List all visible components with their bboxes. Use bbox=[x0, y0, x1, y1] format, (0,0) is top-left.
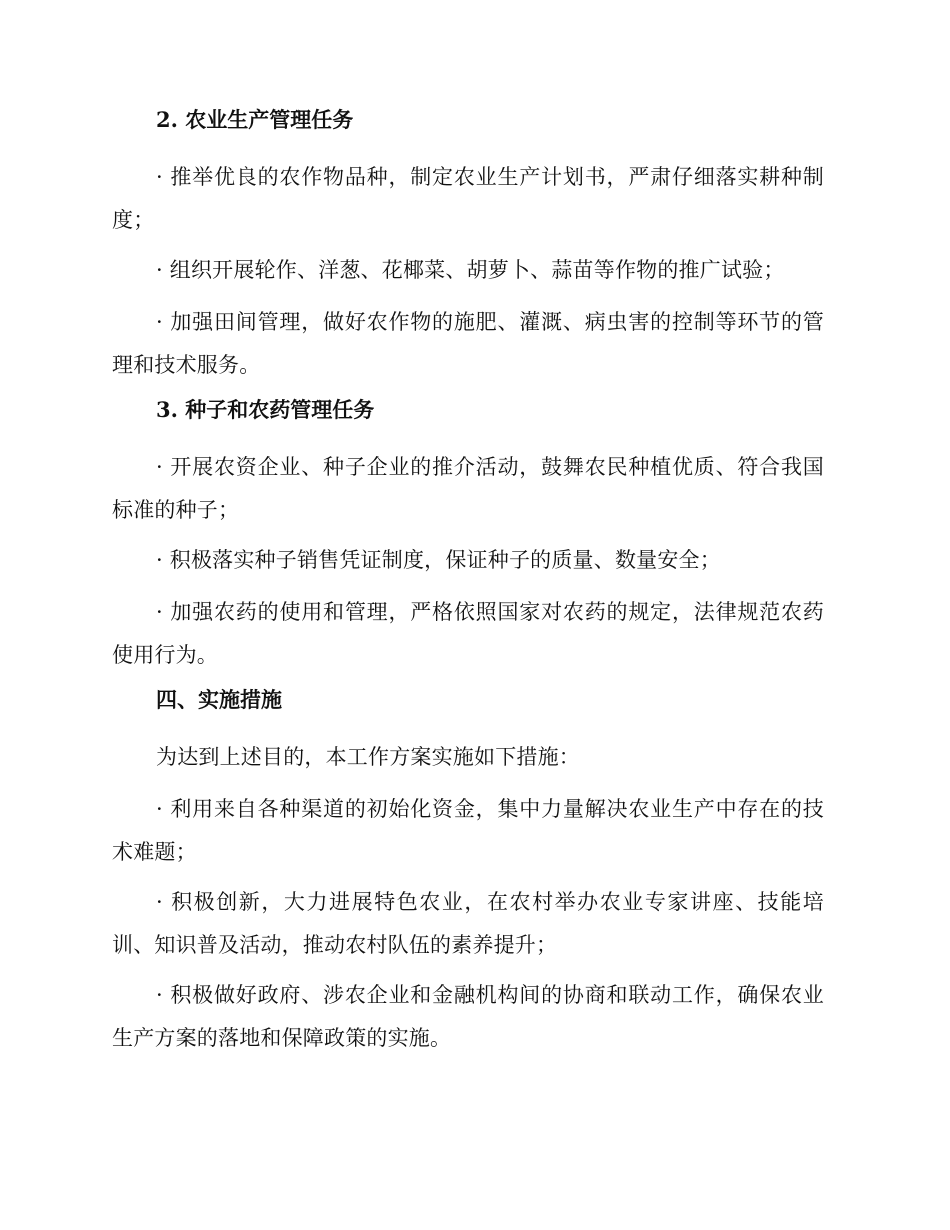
paragraph-rotation-trials: · 组织开展轮作、洋葱、花椰菜、胡萝卜、蒜苗等作物的推广试验； bbox=[156, 258, 785, 282]
paragraph-crop-varieties: · 推举优良的农作物品种，制定农业生产计划书，严肃仔细落实耕种制度； bbox=[112, 165, 824, 232]
paragraph-funding: · 利用来自各种渠道的初始化资金，集中力量解决农业生产中存在的技术难题； bbox=[112, 797, 824, 864]
section-heading-measures: 四、实施措施 bbox=[156, 687, 282, 712]
document-page bbox=[112, 104, 824, 1067]
paragraph-pesticide-management: · 加强农药的使用和管理，严格依照国家对农药的规定，法律规范农药使用行为。 bbox=[112, 600, 824, 667]
paragraph-seed-voucher: · 积极落实种子销售凭证制度，保证种子的质量、数量安全； bbox=[156, 548, 721, 572]
paragraph-measures-intro: 为达到上述目的，本工作方案实施如下措施： bbox=[156, 745, 580, 769]
section-heading-agri-production: 2. 农业生产管理任务 bbox=[156, 107, 354, 132]
paragraph-coordination: · 积极做好政府、涉农企业和金融机构间的协商和联动工作，确保农业生产方案的落地和保障政策的实施。 bbox=[112, 983, 824, 1050]
paragraph-seed-promotion: · 开展农资企业、种子企业的推介活动，鼓舞农民种植优质、符合我国标准的种子； bbox=[112, 455, 824, 522]
section-heading-seed-pesticide: 3. 种子和农药管理任务 bbox=[156, 397, 375, 422]
paragraph-innovation: · 积极创新，大力进展特色农业，在农村举办农业专家讲座、技能培训、知识普及活动，推动农村队伍的素养提升； bbox=[112, 890, 824, 957]
paragraph-field-management: · 加强田间管理，做好农作物的施肥、灌溉、病虫害的控制等环节的管理和技术服务。 bbox=[112, 310, 824, 377]
